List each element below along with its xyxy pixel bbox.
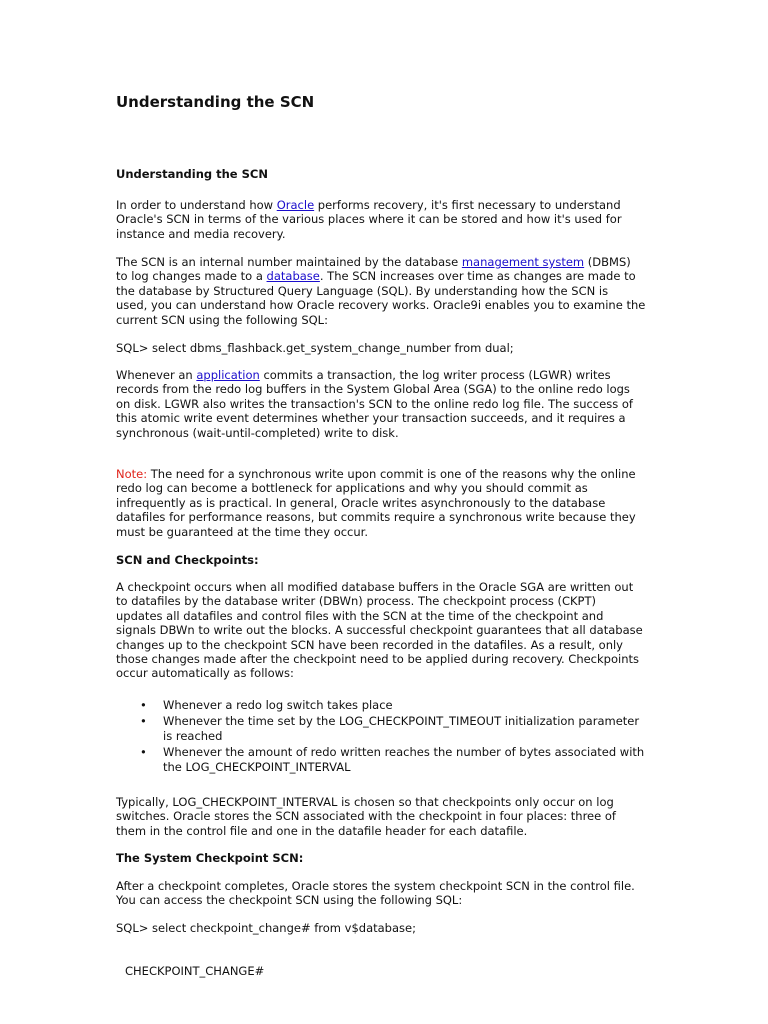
interval-paragraph — [116, 795, 656, 838]
checkpoint-line-6: those changes made after the checkpoint need to be applied during recovery. Checkpoints — [116, 652, 639, 667]
checkpoint-line-7: occur automatically as follows: — [116, 666, 294, 681]
bullet-icon: • — [140, 745, 147, 760]
system-checkpoint-line-2: You can access the checkpoint SCN using the following SQL: — [116, 893, 463, 908]
note-label: Note: — [116, 467, 148, 481]
commit-line-1: Whenever an application commits a transaction, the log writer process (LGWR) writes — [116, 368, 611, 382]
sql-statement-2: SQL> select checkpoint_change# from v$database; — [116, 921, 416, 935]
scn-paragraph — [116, 255, 656, 327]
database-link[interactable]: database — [266, 269, 320, 284]
checkpoints-heading: SCN and Checkpoints: — [116, 553, 259, 567]
checkpoint-line-5: changes up to the checkpoint SCN have been recorded in the datafiles. As a result, only — [116, 637, 623, 652]
scn-line-3: the database by Structured Query Language (SQL). By understanding how the SCN is — [116, 283, 609, 298]
interval-line-1: Typically, LOG_CHECKPOINT_INTERVAL is chosen so that checkpoints only occur on log — [116, 795, 614, 809]
checkpoint-line-4: signals DBWn to write out the blocks. A successful checkpoint guarantees that all database — [116, 623, 643, 638]
note-line-5: must be guaranteed at the time they occur. — [116, 524, 369, 539]
bullet-icon: • — [140, 714, 147, 729]
list-item: • Whenever the amount of redo written reaches the number of bytes associated with the LOG_CHECKPOINT_INTERVAL — [140, 745, 645, 774]
commit-line-5: synchronous (wait-until-completed) write to disk. — [116, 425, 399, 440]
system-checkpoint-heading: The System Checkpoint SCN: — [116, 851, 304, 865]
document-title: Understanding the SCN — [116, 93, 315, 111]
checkpoint-line-2: to datafiles by the database writer (DBWn) process. The checkpoint process (CKPT) — [116, 594, 596, 609]
application-link[interactable]: application — [196, 368, 260, 382]
system-checkpoint-paragraph — [116, 879, 656, 908]
sql-statement-1: SQL> select dbms_flashback.get_system_change_number from dual; — [116, 341, 514, 355]
management-system-link[interactable]: management system — [461, 255, 585, 269]
checkpoint-paragraph — [116, 580, 656, 681]
system-checkpoint-line-1: After a checkpoint completes, Oracle stores the system checkpoint SCN in the control file. — [116, 879, 635, 893]
intro-line-3: instance and media recovery. — [116, 226, 286, 241]
note-line-2: redo log can become a bottleneck for applications and why you should commit as — [116, 481, 588, 496]
note-line-1: Note: The need for a synchronous write upon commit is one of the reasons why the online — [116, 467, 636, 481]
scn-line-5: current SCN using the following SQL: — [116, 312, 328, 327]
result-column-header: CHECKPOINT_CHANGE# — [125, 964, 265, 978]
section-heading: Understanding the SCN — [116, 167, 268, 181]
commit-line-3: on disk. LGWR also writes the transaction's SCN to the online redo log file. The success of — [116, 396, 633, 411]
oracle-link[interactable]: Oracle — [276, 198, 315, 212]
list-item: • Whenever the time set by the LOG_CHECKPOINT_TIMEOUT initialization parameter is reached — [140, 714, 640, 743]
list-item: • Whenever a redo log switch takes place — [140, 698, 393, 712]
interval-line-3: them in the control file and one in the datafile header for each datafile. — [116, 823, 528, 838]
scn-line-4: used, you can understand how Oracle recovery works. Oracle9i enables you to examine the — [116, 298, 646, 313]
note-line-4: datafiles for performance reasons, but commits require a synchronous write because they — [116, 510, 636, 525]
commit-line-4: this atomic write event determines whether your transaction succeeds, and it requires a — [116, 411, 626, 426]
commit-line-2: records from the redo log buffers in the System Global Area (SGA) to the online redo logs — [116, 382, 630, 397]
scn-line-2: to log changes made to a database. The SCN increases over time as changes are made to — [116, 269, 636, 284]
intro-line-1: In order to understand how Oracle performs recovery, it's first necessary to understand — [116, 198, 621, 212]
checkpoint-line-1: A checkpoint occurs when all modified database buffers in the Oracle SGA are written out — [116, 580, 634, 594]
intro-line-2: Oracle's SCN in terms of the various places where it can be stored and how it's used for — [116, 212, 622, 227]
intro-paragraph — [116, 198, 656, 241]
checkpoint-triggers-list — [116, 698, 656, 776]
interval-line-2: switches. Oracle stores the SCN associated with the checkpoint in four places: three of — [116, 809, 616, 824]
note-paragraph — [116, 467, 656, 539]
note-line-3: infrequently as is practical. In general, Oracle writes asynchronously to the database — [116, 495, 606, 510]
bullet-icon: • — [140, 698, 147, 712]
scn-line-1: The SCN is an internal number maintained by the database management system (DBMS) — [116, 255, 631, 269]
commit-paragraph — [116, 368, 656, 440]
checkpoint-line-3: updates all datafiles and control files with the SCN at the time of the checkpoint and — [116, 608, 604, 623]
